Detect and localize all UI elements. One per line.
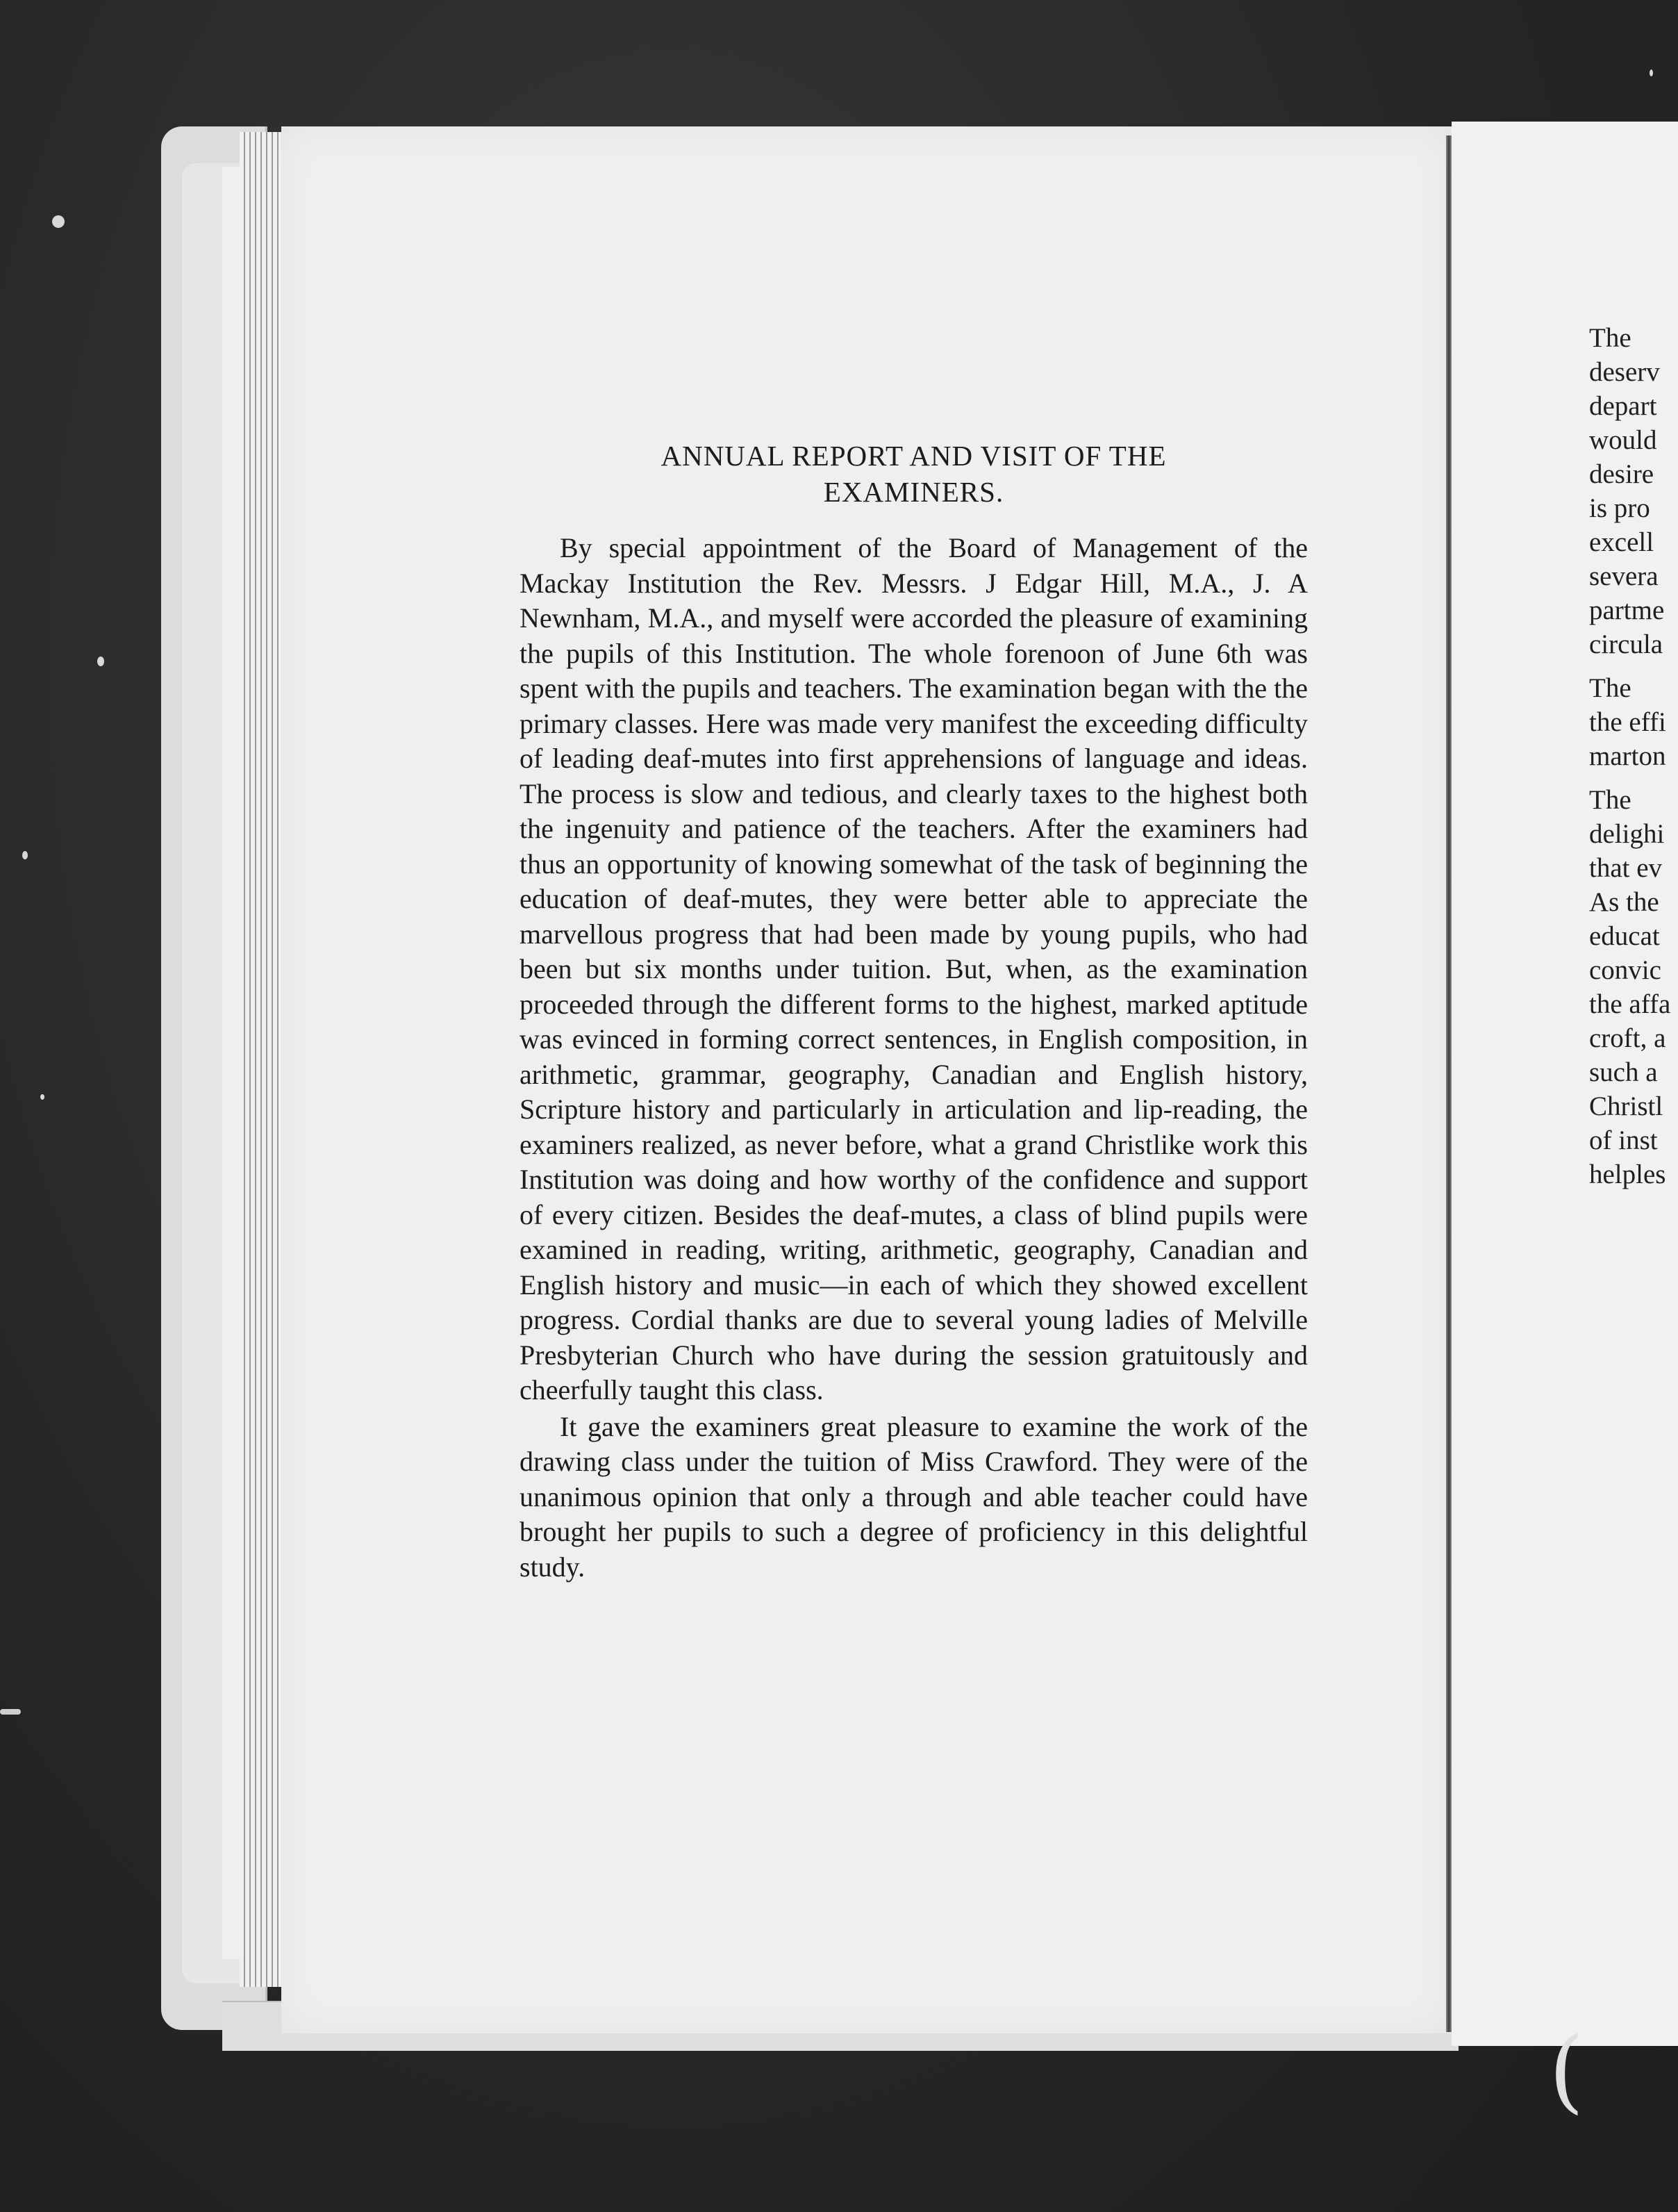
scan-speck	[97, 657, 104, 666]
report-article	[520, 438, 1308, 1585]
facing-line: deserv	[1589, 357, 1660, 387]
facing-line: The	[1589, 323, 1631, 353]
facing-line: The	[1589, 673, 1631, 703]
facing-line: that ev	[1589, 853, 1663, 883]
facing-line: marton	[1589, 741, 1666, 771]
title-line-1: ANNUAL REPORT AND VISIT OF THE	[661, 440, 1167, 472]
facing-line: educat	[1589, 921, 1660, 951]
facing-line: As the	[1589, 887, 1659, 917]
facing-line: convic	[1589, 955, 1661, 985]
facing-line: excell	[1589, 527, 1654, 557]
facing-line: the effi	[1589, 707, 1666, 737]
scan-speck	[22, 851, 28, 859]
scan-speck	[40, 1094, 44, 1100]
book-gutter	[1446, 135, 1452, 2032]
facing-line: is pro	[1589, 493, 1650, 523]
facing-line: the affa	[1589, 989, 1671, 1019]
scan-artifact: (	[1549, 2017, 1584, 2123]
page-stack-lines	[240, 132, 281, 1987]
facing-line: circula	[1589, 629, 1663, 659]
facing-line: helples	[1589, 1159, 1666, 1189]
facing-line: The	[1589, 785, 1631, 815]
facing-line: depart	[1589, 391, 1657, 421]
facing-line: partme	[1589, 595, 1665, 625]
facing-line: of inst	[1589, 1125, 1658, 1155]
paragraph-2: It gave the examiners great pleasure to examine the work of the drawing class under the tuition of Miss Crawford. They were of the unanimous opinion that only a through and able teacher could have brought her pupils to such a degree of proficiency in this delightful study.	[520, 1410, 1308, 1583]
facing-line: croft, a	[1589, 1023, 1666, 1053]
facing-line: such a	[1589, 1057, 1658, 1087]
facing-line: Christl	[1589, 1091, 1663, 1121]
facing-page-text	[1589, 321, 1678, 1191]
paragraph-1: By special appointment of the Board of Management of the Mackay Institution the Rev. Messrs. J Edgar Hill, M.A., J. A Newnham, M.A., and myself were accorded the pleasure of examining the pupils of this Institution. The whole forenoon of June 6th was spent with the pupils and teachers. The examination began with the the primary classes. Here was made very manifest the exceeding difficulty of leading deaf-mutes into first apprehensions of language and ideas. The process is slow and tedious, and clearly taxes to the highest both the ingenuity and patience of the teachers. After the examiners had thus an opportunity of knowing somewhat of the task of beginning the education of deaf-mutes, they were better able to appreciate the marvellous progress that had been made by young pupils, who had been but six months under tuition. But, when, as the examination proceeded through the different forms to the highest, marked aptitude was evinced in forming correct sentences, in English composition, in arithmetic, grammar, geography, Canadian and English history, Scripture history and particularly in articulation and lip-reading, the examiners realized, as never before, what a grand Christlike work this Institution was doing and how worthy of the confidence and support of every citizen. Besides the deaf-mutes, a class of blind pupils were examined in reading, writing, arithmetic, geography, Canadian and English history and music—in each of which they showed excellent progress. Cordial thanks are due to several young ladies of Melville Presbyterian Church who have during the session gratuitously and cheerfully taught this class.	[520, 532, 1308, 1405]
facing-line: severa	[1589, 561, 1659, 591]
facing-line: would	[1589, 425, 1657, 455]
facing-line: delighi	[1589, 819, 1665, 849]
scan-mark	[0, 1709, 21, 1715]
report-title	[520, 438, 1308, 510]
scan-speck	[1650, 69, 1653, 76]
facing-line: desire	[1589, 459, 1654, 489]
title-line-2: EXAMINERS.	[823, 476, 1004, 508]
scan-speck	[52, 215, 65, 228]
